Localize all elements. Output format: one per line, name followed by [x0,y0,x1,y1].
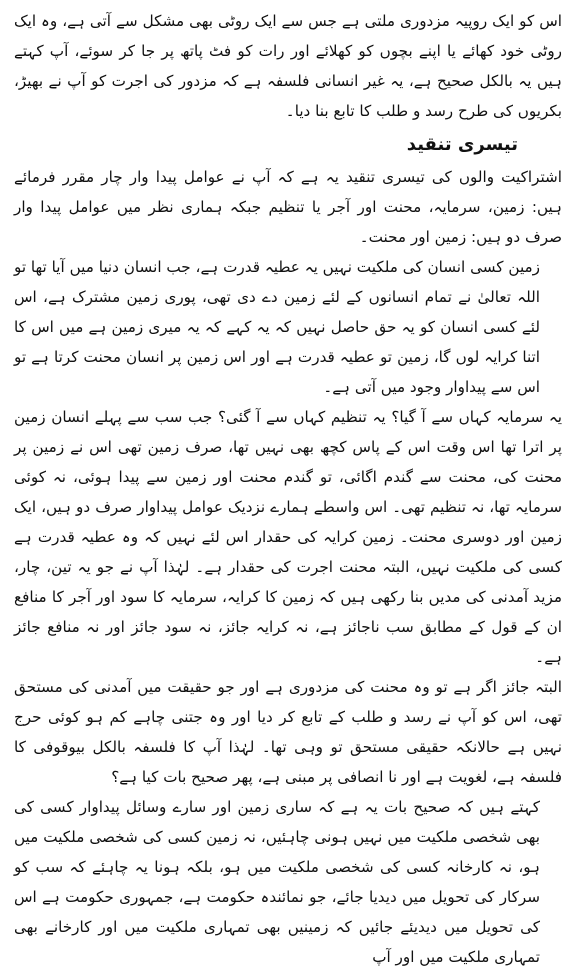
section-heading-third-critique: تیسری تنقید [406,134,518,155]
paragraph-wage-critique: اس کو ایک روپیہ مزدوری ملتی ہے جس سے ایک روٹی بھی مشکل سے آتی ہے، وہ ایک روٹی خود کھائے یا اپنے بچوں کو کھلائے اور رات کو فٹ پاتھ پر جا کر سوئے، آپ کہتے ہیں یہ بالکل صحیح ہے، یہ غیر انسانی فلسفہ ہے کہ مزدور کی اجرت کو آپ نے بھیڑ، بکریوں کی طرح رسد و طلب کا تابع بنا دیا۔ [14,12,562,120]
paragraph-factors-of-production: اشتراکیت والوں کی تیسری تنقید یہ ہے کہ آپ نے عوامل پیدا وار چار مقرر فرمائے ہیں: زمین، سرمایہ، محنت اور آجر یا تنظیم جبکہ ہماری نظر میں عوامل پیدا وار صرف دو ہیں: زمین اور محنت۔ [14,168,562,246]
paragraph-labour-entitlement: البتہ جائز اگر ہے تو وہ محنت کی مزدوری ہے اور جو حقیقت میں آمدنی کی مستحق تھی، اس کو آپ نے رسد و طلب کے تابع کر دیا اور وہ جتنی چاہے کم ہو کوئی حرج نہیں ہے حالانکہ حقیقی مستحق تو وہی تھا۔ لہٰذا آپ کا فلسفہ بالکل بیوقوفی کا فلسفہ ہے، لغویت ہے اور نا انصافی پر مبنی ہے، پھر صحیح بات کیا ہے؟ [14,678,562,786]
paragraph-state-ownership: کہتے ہیں کہ صحیح بات یہ ہے کہ ساری زمین اور سارے وسائل پیداوار کسی کی بھی شخصی ملکیت میں نہیں ہونی چاہئیں، نہ زمین کسی کی شخصی ملکیت میں ہو، نہ کارخانہ کسی کی شخصی ملکیت میں ہو، بلکہ ہونا یہ چاہئے کہ سب کو سرکار کی تحویل میں دیدیا جائے، جو نمائندہ حکومت ہے، جمہوری حکومت ہے اس کی تحویل میں دیدیئے جائیں کہ زمینیں بھی تمہاری ملکیت میں اور کارخانے بھی تمہاری ملکیت میں اور آپ [14,798,540,966]
paragraph-capital-origin: یہ سرمایہ کہاں سے آ گیا؟ یہ تنظیم کہاں سے آ گئی؟ جب سب سے پہلے انسان زمین پر اترا تھا اس وقت اس کے پاس کچھ بھی نہیں تھا، صرف زمین تھی اس نے زمین پر محنت کی، محنت سے گندم اگائی، تو گندم محنت اور زمین سے پیدا ہوئی، نہ کوئی سرمایہ تھا، نہ تنظیم تھی۔ اس واسطے ہمارے نزدیک عوامل پیداوار صرف دو ہیں، ایک زمین اور دوسری محنت۔ زمین کرایہ کی حقدار اس لئے نہیں کہ وہ عطیہ قدرت ہے کسی کی ملکیت نہیں، البتہ محنت اجرت کی حقدار ہے۔ لہٰذا آپ نے جو یہ تین، چار، مزید آمدنی کی مدیں بنا رکھی ہیں کہ زمین کا کرایہ، سرمایہ کا سود اور آجر کا منافع ان کے قول کے مطابق سب ناجائز ہے، نہ کرایہ جائز، نہ سود جائز اور نہ منافع جائز ہے۔ [14,408,562,666]
paragraph-land-gift-of-nature: زمین کسی انسان کی ملکیت نہیں یہ عطیہ قدرت ہے، جب انسان دنیا میں آیا تھا تو اللہ تعالیٰ نے تمام انسانوں کے لئے زمین دے دی تھی، پوری زمین مشترک ہے، اس لئے کسی انسان کو یہ حق حاصل نہیں کہ یہ کہے کہ یہ میری زمین ہے میں اس کا اتنا کرایہ لوں گا، زمین تو عطیہ قدرت ہے اور اس زمین پر انسان محنت کرتا ہے تو اس سے پیداوار وجود میں آتی ہے۔ [14,258,540,396]
